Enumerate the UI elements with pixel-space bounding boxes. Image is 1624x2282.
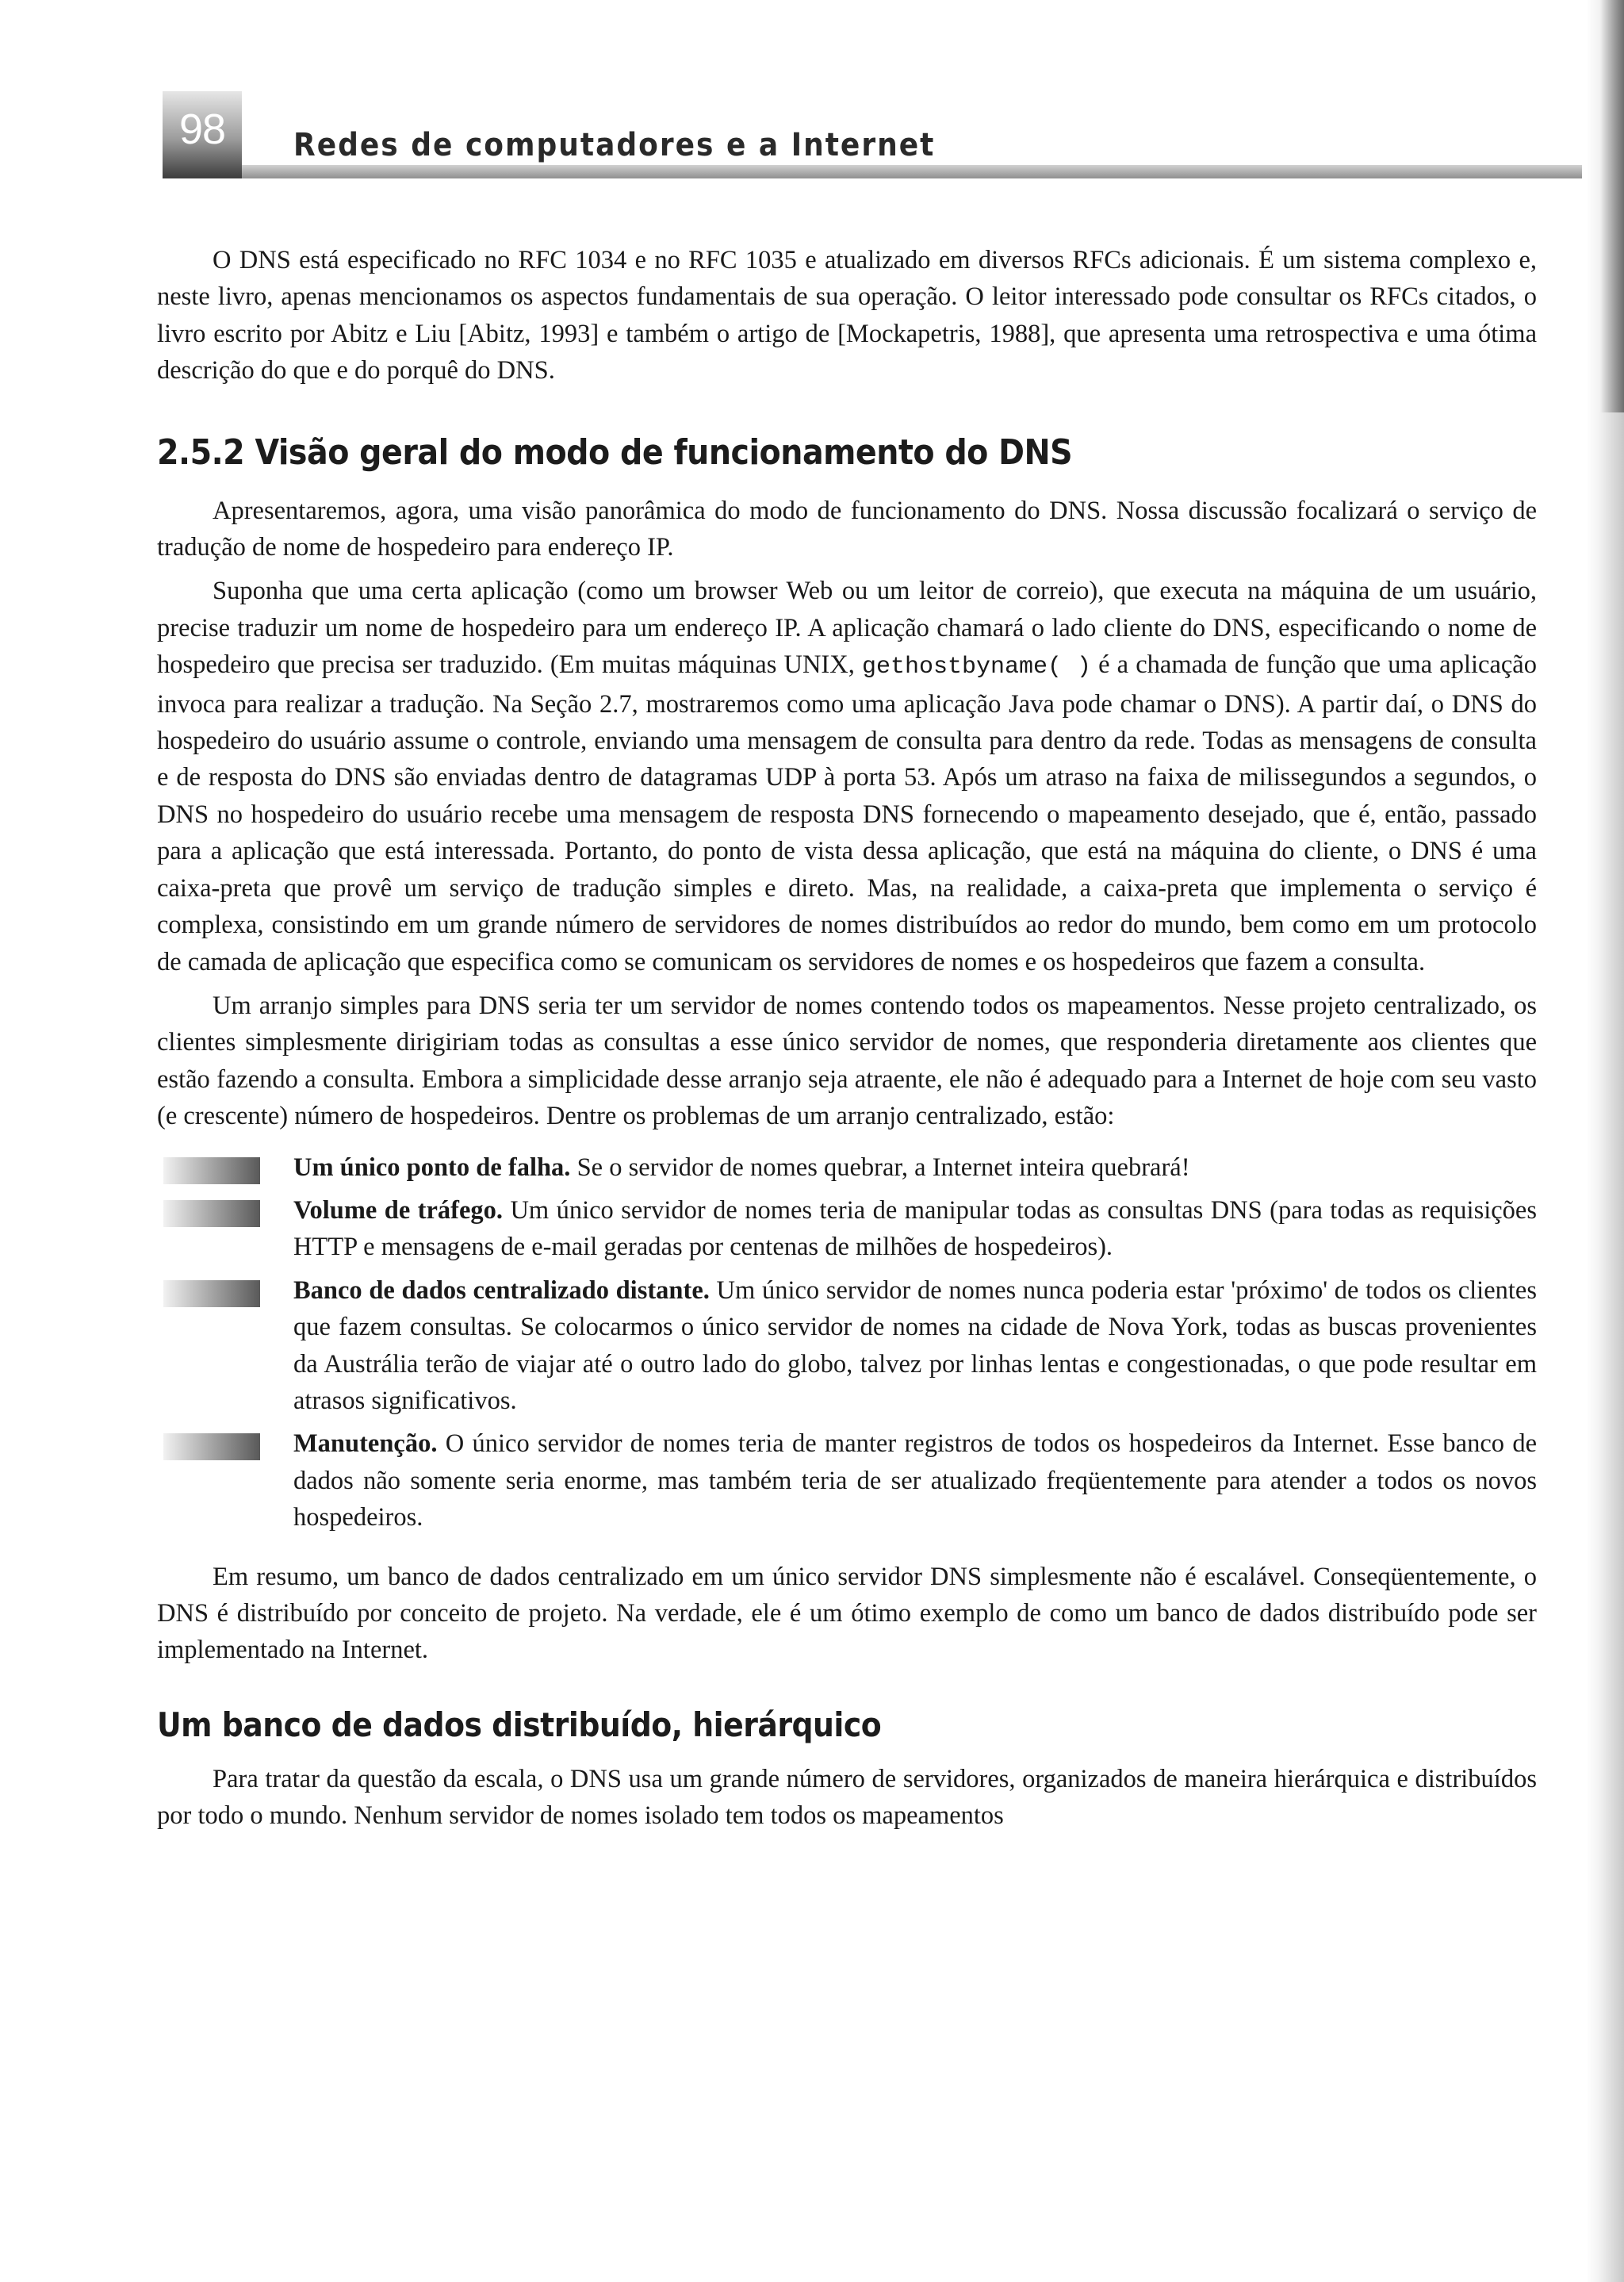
list-item-title: Um único ponto de falha. [293,1153,571,1182]
paragraph-2-text-a: Suponha que uma certa aplicação (como um browser Web ou um leitor de correio), que executa na máquina de um usuário, precise traduzir um nome de hospedeiro para um endereço IP. A aplicação chamará o lado cliente do DNS, especificando o nome de hospedeiro que precisa ser traduzido. (Em muitas máquinas UNIX, [157,577,1537,680]
list-item [157,1149,1537,1186]
bullet-marker [163,1280,260,1307]
subsection-heading: Um banco de dados distribuído, hierárquico [157,1705,882,1744]
bullet-marker [163,1433,260,1460]
header-rule [242,165,1582,178]
page-body [157,242,1537,1835]
list-item [157,1192,1537,1266]
section-number: 2.5.2 [157,431,245,473]
problems-list [157,1149,1537,1536]
list-item-text: Um único servidor de nomes nunca poderia estar 'próximo' de todos os clientes que fazem consultas. Se colocarmos o único servidor de nomes na cidade de Nova York, todas as buscas provenientes da Austrália terão de viajar até o outro lado do globo, talvez por linhas lentas e congestionadas, o que pode resultar em atrasos significativos. [293,1275,1537,1415]
list-item [157,1272,1537,1420]
running-title: Redes de computadores e a Internet [293,127,936,163]
section-heading [157,429,1537,477]
bullet-marker [163,1157,260,1184]
list-item-text: Se o servidor de nomes quebrar, a Internet inteira quebrará! [570,1153,1190,1182]
list-item-text: O único servidor de nomes teria de manter registros de todos os hospedeiros da Internet. Esse banco de dados não somente seria enorme, mas também teria de ser atualizado freqüentemente para atender a todos os novos hospedeiros. [293,1429,1537,1532]
section-title: Visão geral do modo de funcionamento do DNS [255,431,1073,473]
list-item-title: Manutenção. [293,1429,438,1459]
section-paragraph-4: Em resumo, um banco de dados centralizado em um único servidor DNS simplesmente não é escalável. Conseqüentemente, o DNS é distribuído por conceito de projeto. Na verdade, ele é um ótimo exemplo de como um banco de dados distribuído pode ser implementado na Internet. [157,1562,1537,1665]
list-item-title: Volume de tráfego. [293,1195,504,1225]
section-paragraph-3: Um arranjo simples para DNS seria ter um servidor de nomes contendo todos os mapeamentos. Nesse projeto centralizado, os clientes simplesmente dirigiriam todas as consultas a esse único servidor de nomes, que responderia diretamente aos clientes que estão fazendo a consulta. Embora a simplicidade desse arranjo seja atraente, ele não é adequado para a Internet de hoje com seu vasto (e crescente) número de hospedeiros. Dentre os problemas de um arranjo centralizado, estão: [157,991,1537,1131]
list-item-title: Banco de dados centralizado distante. [293,1275,710,1305]
bullet-marker [163,1200,260,1227]
function-name-code: gethostbyname( ) [861,654,1091,681]
subsection-paragraph-1: Para tratar da questão da escala, o DNS usa um grande número de servidores, organizados de maneira hierárquica e distribuídos por todo o mundo. Nenhum servidor de nomes isolado tem todos os mapeamentos [157,1764,1537,1831]
section-paragraph-2 [157,573,1537,980]
page-number: 98 [178,105,226,153]
section-paragraph-1: Apresentaremos, agora, uma visão panorâmica do modo de funcionamento do DNS. Nossa discussão focalizará o serviço de tradução de nome de hospedeiro para endereço IP. [157,496,1537,562]
intro-paragraph: O DNS está especificado no RFC 1034 e no RFC 1035 e atualizado em diversos RFCs adicionais. É um sistema complexo e, neste livro, apenas mencionamos os aspectos fundamentais de sua operação. O leitor interessado pode consultar os RFCs citados, o livro escrito por Abitz e Liu [Abitz, 1993] e também o artigo de [Mockapetris, 1988], que apresenta uma retrospectiva e uma ótima descrição do que e do porquê do DNS. [157,246,1537,385]
list-item-text: Um único servidor de nomes teria de manipular todas as consultas DNS (para todas as requisições HTTP e mensagens de e-mail geradas por centenas de milhões de hospedeiros). [293,1195,1537,1262]
paragraph-2-text-b: é a chamada de função que uma aplicação invoca para realizar a tradução. Na Seção 2.7, mostraremos como uma aplicação Java pode chamar o DNS). A partir daí, o DNS do hospedeiro do usuário assume o controle, enviando uma mensagem de consulta para dentro da rede. Todas as mensagens de consulta e de resposta do DNS são enviadas dentro de datagramas UDP à porta 53. Após um atraso na faixa de milissegundos a segundos, o DNS no hospedeiro do usuário recebe uma mensagem de resposta DNS fornecendo o mapeamento desejado, que é, então, passado para a aplicação que está interessada. Portanto, do ponto de vista dessa aplicação, que está na máquina do cliente, o DNS é uma caixa-preta que provê um serviço de tradução simples e direto. Mas, na realidade, a caixa-preta que implementa o serviço é complexa, consistindo em um grande número de servidores de nomes distribuídos ao redor do mundo, bem como em um protocolo de camada de aplicação que especifica como se comunicam os servidores de nomes e os hospedeiros que fazem a consulta. [157,650,1537,976]
list-item [157,1425,1537,1536]
page-header [0,0,1624,190]
